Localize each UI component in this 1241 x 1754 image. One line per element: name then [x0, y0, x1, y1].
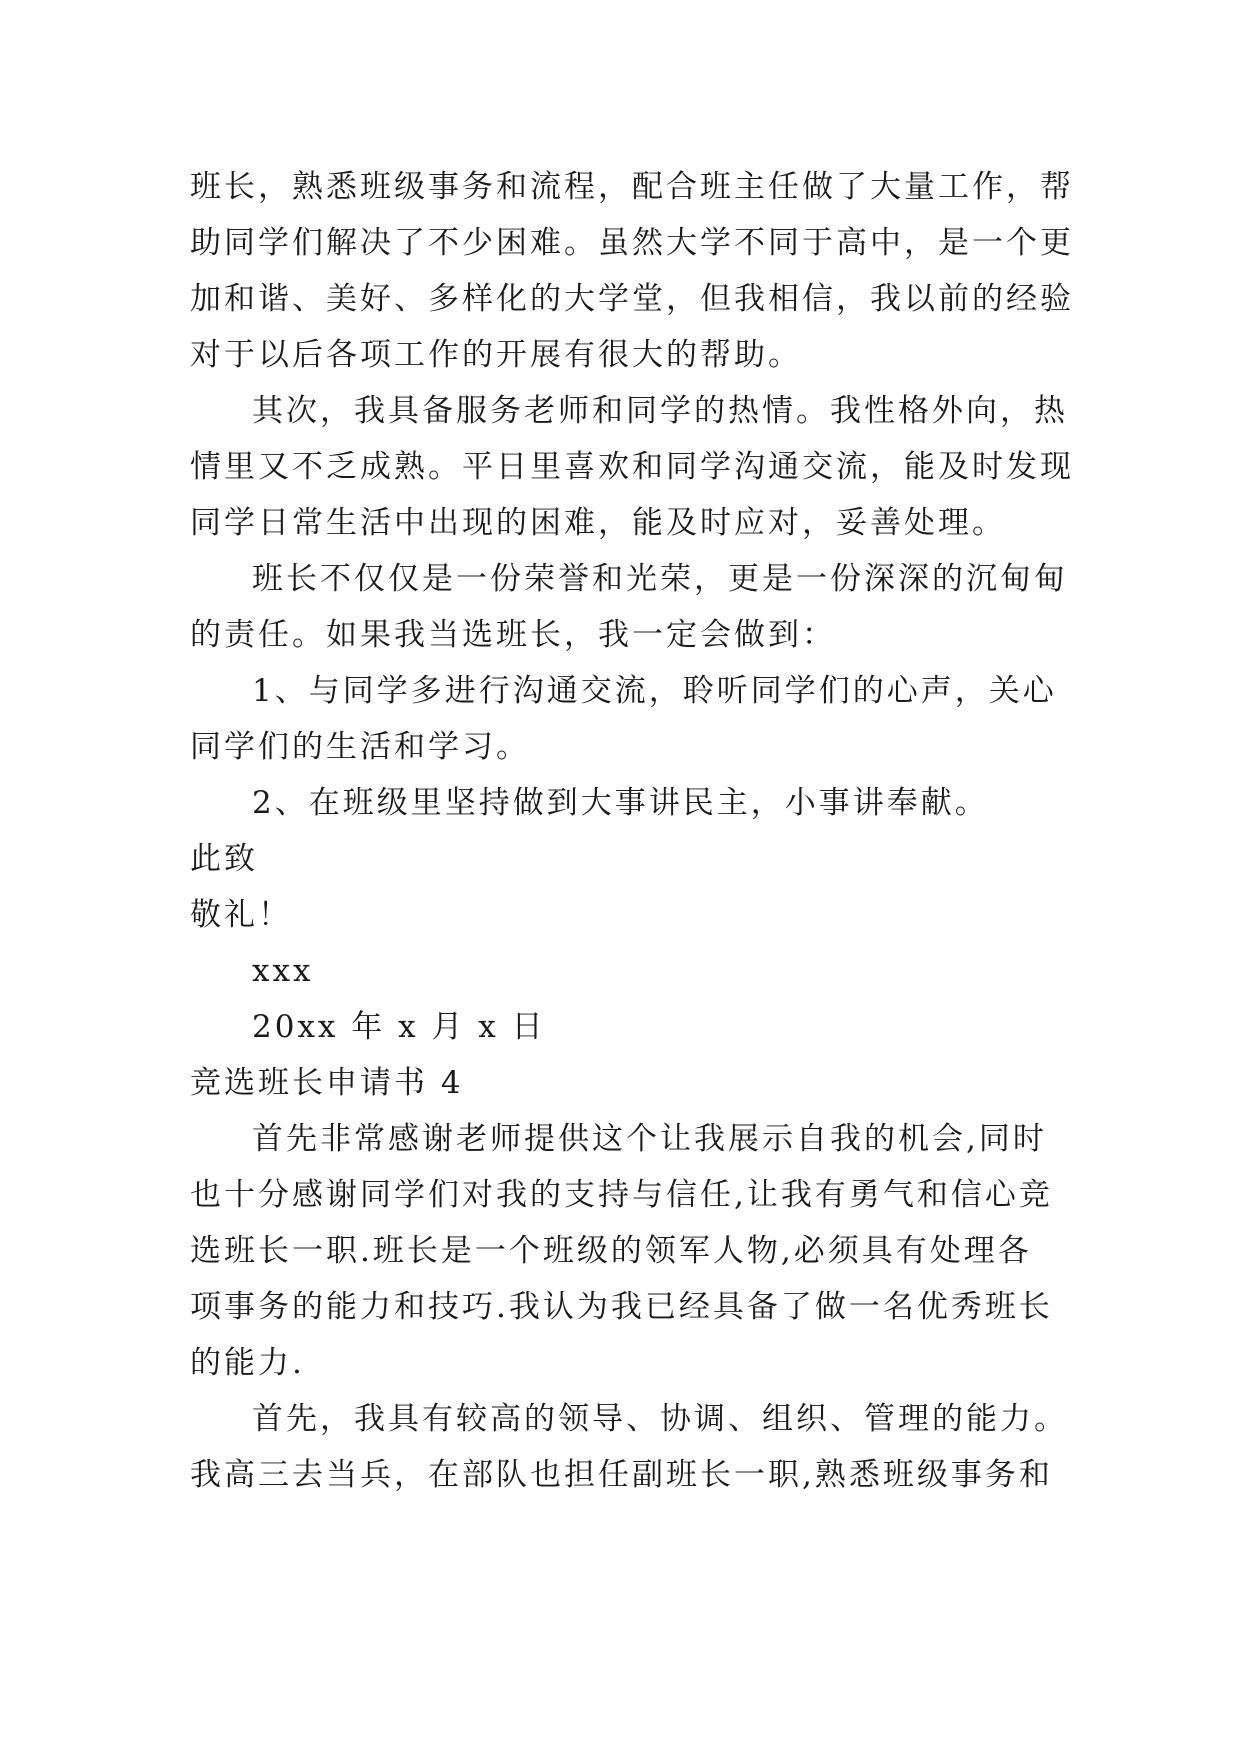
signature-name: xxx	[252, 953, 314, 989]
paragraph-line-7: 同学日常生活中出现的困难，能及时应对，妥善处理。	[190, 505, 1006, 541]
list-item-1-line-1: 1、与同学多进行沟通交流，聆听同学们的心声，关心	[252, 673, 1057, 709]
paragraph-line-1: 班长，熟悉班级事务和流程，配合班主任做了大量工作，帮	[190, 169, 1074, 205]
paragraph-line-13: 项事务的能力和技巧.我认为我已经具备了做一名优秀班长	[190, 1289, 1053, 1325]
section-title: 竞选班长申请书 4	[190, 1065, 464, 1101]
paragraph-line-6: 情里又不乏成熟。平日里喜欢和同学沟通交流，能及时发现	[190, 449, 1074, 485]
paragraph-line-14: 的能力.	[190, 1345, 305, 1381]
paragraph-line-8: 班长不仅仅是一份荣誉和光荣，更是一份深深的沉甸甸	[252, 561, 1068, 597]
closing-regards: 敬礼！	[190, 897, 292, 933]
paragraph-line-11: 也十分感谢同学们对我的支持与信任,让我有勇气和信心竞	[190, 1177, 1053, 1213]
paragraph-line-16: 我高三去当兵，在部队也担任副班长一职,熟悉班级事务和	[190, 1457, 1053, 1493]
list-item-1-line-2: 同学们的生活和学习。	[190, 729, 530, 765]
paragraph-line-5: 其次，我具备服务老师和同学的热情。我性格外向，热	[252, 393, 1068, 429]
signature-date: 20xx 年 x 月 x 日	[252, 1009, 546, 1045]
paragraph-line-12: 选班长一职.班长是一个班级的领军人物,必须具有处理各	[190, 1233, 1032, 1269]
closing-salutation: 此致	[190, 841, 258, 877]
paragraph-line-10: 首先非常感谢老师提供这个让我展示自我的机会,同时	[252, 1121, 1047, 1157]
list-item-2: 2、在班级里坚持做到大事讲民主，小事讲奉献。	[252, 785, 989, 821]
paragraph-line-9: 的责任。如果我当选班长，我一定会做到：	[190, 617, 836, 653]
paragraph-line-2: 助同学们解决了不少困难。虽然大学不同于高中，是一个更	[190, 225, 1074, 261]
paragraph-line-15: 首先，我具有较高的领导、协调、组织、管理的能力。	[252, 1401, 1068, 1437]
paragraph-line-4: 对于以后各项工作的开展有很大的帮助。	[190, 337, 802, 373]
paragraph-line-3: 加和谐、美好、多样化的大学堂，但我相信，我以前的经验	[190, 281, 1074, 317]
